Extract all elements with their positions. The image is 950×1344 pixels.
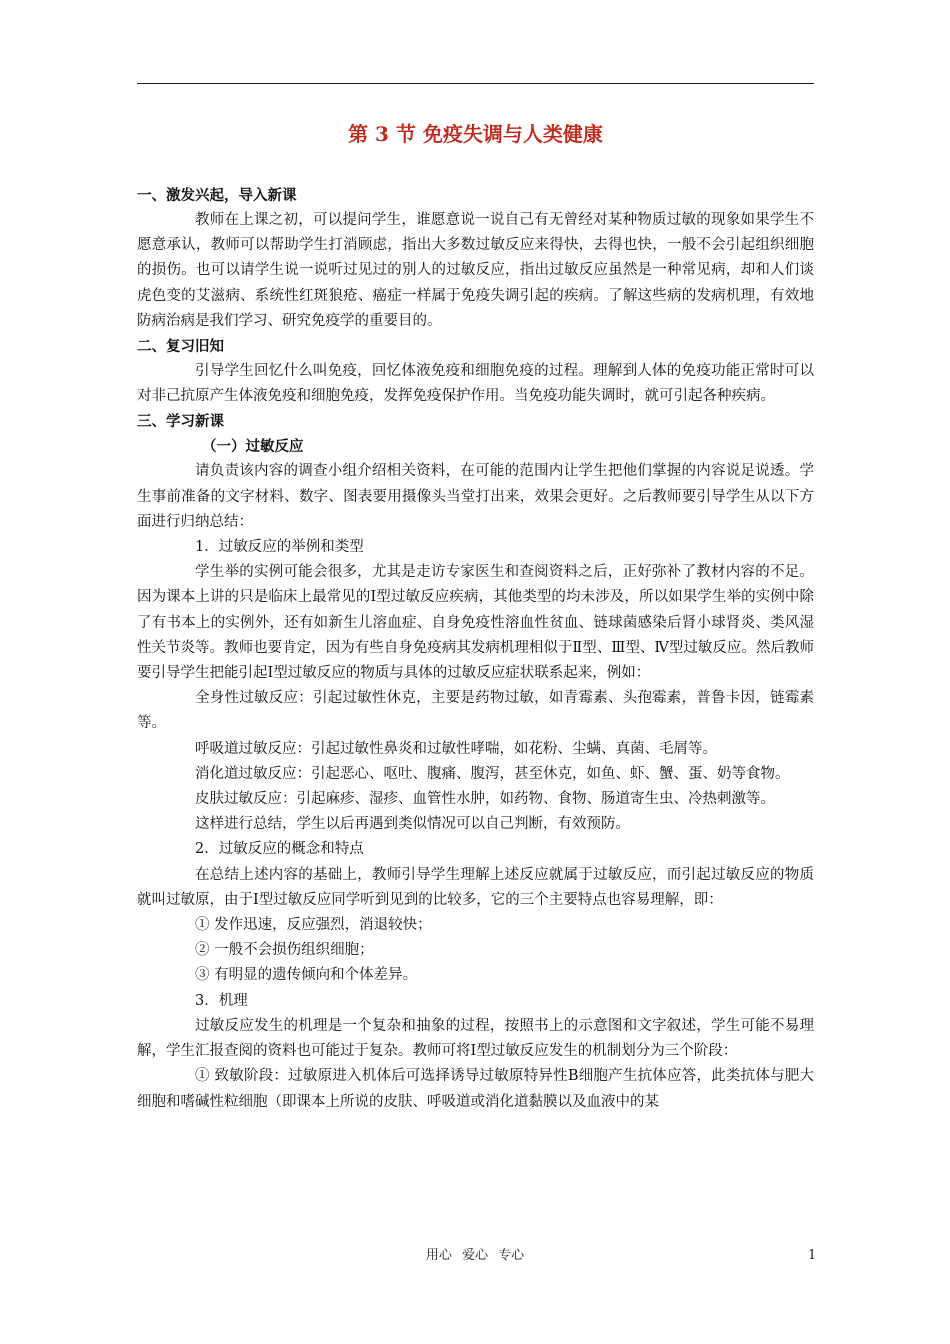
- list-item: ① 致敏阶段：过敏原进入机体后可选择诱导过敏原特异性B细胞产生抗体应答，此类抗体与肥大细胞和嗜碱性粒细胞（即课本上所说的皮肤、呼吸道或消化道黏膜以及血液中的某: [137, 1068, 814, 1110]
- paragraph: 呼吸道过敏反应：引起过敏性鼻炎和过敏性哮喘，如花粉、尘螨、真菌、毛屑等。: [195, 740, 717, 757]
- section-heading: 三、学习新课: [137, 413, 224, 431]
- paragraph: 教师在上课之初，可以提问学生，谁愿意说一说自己有无曾经对某种物质过敏的现象如果学生不愿意承认，教师可以帮助学生打消顾虑，指出大多数过敏反应来得快，去得也快，一般不会引起组织细胞的损伤。也可以请学生说一说听过见过的别人的过敏反应，指出过敏反应虽然是一种常见病，却和人们谈虎色变的艾滋病、系统性红斑狼疮、癌症一样属于免疫失调引起的疾病。了解这些病的发病机理，有效地防病治病是我们学习、研究免疫学的重要目的。: [137, 212, 814, 329]
- paragraph: 消化道过敏反应：引起恶心、呕吐、腹痛、腹泻，甚至休克，如鱼、虾、蟹、蛋、奶等食物。: [195, 765, 790, 782]
- numbered-heading: 1．过敏反应的举例和类型: [195, 539, 364, 556]
- paragraph: 过敏反应发生的机理是一个复杂和抽象的过程，按照书上的示意图和文字叙述，学生可能不易理解，学生汇报查阅的资料也可能过于复杂。教师可将Ⅰ型过敏反应发生的机制划分为三个阶段：: [137, 1017, 814, 1060]
- paragraph: 在总结上述内容的基础上，教师引导学生理解上述反应就属于过敏反应，而引起过敏反应的物质就叫过敏原，由于Ⅰ型过敏反应同学听到见到的比较多，它的三个主要特点也容易理解，即：: [137, 866, 814, 908]
- paragraph: 引导学生回忆什么叫免疫，回忆体液免疫和细胞免疫的过程。理解到人体的免疫功能正常时可以对非己抗原产生体液免疫和细胞免疫，发挥免疫保护作用。当免疫功能失调时，就可引起各种疾病。: [137, 363, 814, 405]
- paragraph: 皮肤过敏反应：引起麻疹、湿疹、血管性水肿，如药物、食物、肠道寄生虫、冷热刺激等。: [195, 791, 775, 808]
- numbered-heading: 3．机理: [195, 992, 248, 1009]
- section-heading: 二、复习旧知: [137, 338, 224, 356]
- header-rule: [137, 83, 814, 84]
- page-number: 1: [808, 1248, 817, 1263]
- paragraph: 全身性过敏反应：引起过敏性休克，主要是药物过敏，如青霉素、头孢霉素，普鲁卡因，链霉素等。: [137, 690, 814, 732]
- paragraph: 这样进行总结，学生以后再遇到类似情况可以自己判断，有效预防。: [195, 816, 630, 833]
- list-item: ③ 有明显的遗传倾向和个体差异。: [195, 967, 418, 984]
- numbered-heading: 2．过敏反应的概念和特点: [195, 841, 364, 858]
- section-heading: 一、激发兴起，导入新课: [137, 187, 297, 204]
- paragraph: 学生举的实例可能会很多，尤其是走访专家医生和查阅资料之后，正好弥补了教材内容的不足。因为课本上讲的只是临床上最常见的Ⅰ型过敏反应疾病，其他类型的均未涉及，所以如果学生举的实例中除了有书本上的实例外，还有如新生儿溶血症、自身免疫性溶血性贫血、链球菌感染后肾小球肾炎、类风湿性关节炎等。教师也要肯定，因为有些自身免疫病其发病机理相似于Ⅱ型、Ⅲ型、Ⅳ型过敏反应。然后教师要引导学生把能引起Ⅰ型过敏反应的物质与具体的过敏反应症状联系起来，例如：: [137, 564, 814, 682]
- footer-motto: 用心 爱心 专心: [425, 1248, 525, 1263]
- list-item: ② 一般不会损伤组织细胞；: [195, 942, 374, 959]
- paragraph: 请负责该内容的调查小组介绍相关资料，在可能的范围内让学生把他们掌握的内容说足说透。学生事前准备的文字材料、数字、图表要用摄像头当堂打出来，效果会更好。之后教师要引导学生从以下方面进行归纳总结：: [137, 463, 814, 530]
- page-title: 第 3 节 免疫失调与人类健康: [348, 122, 603, 146]
- list-item: ① 发作迅速，反应强烈，消退较快；: [195, 917, 432, 934]
- subsection-heading: （一）过敏反应: [202, 438, 304, 456]
- document-body: [137, 120, 814, 1115]
